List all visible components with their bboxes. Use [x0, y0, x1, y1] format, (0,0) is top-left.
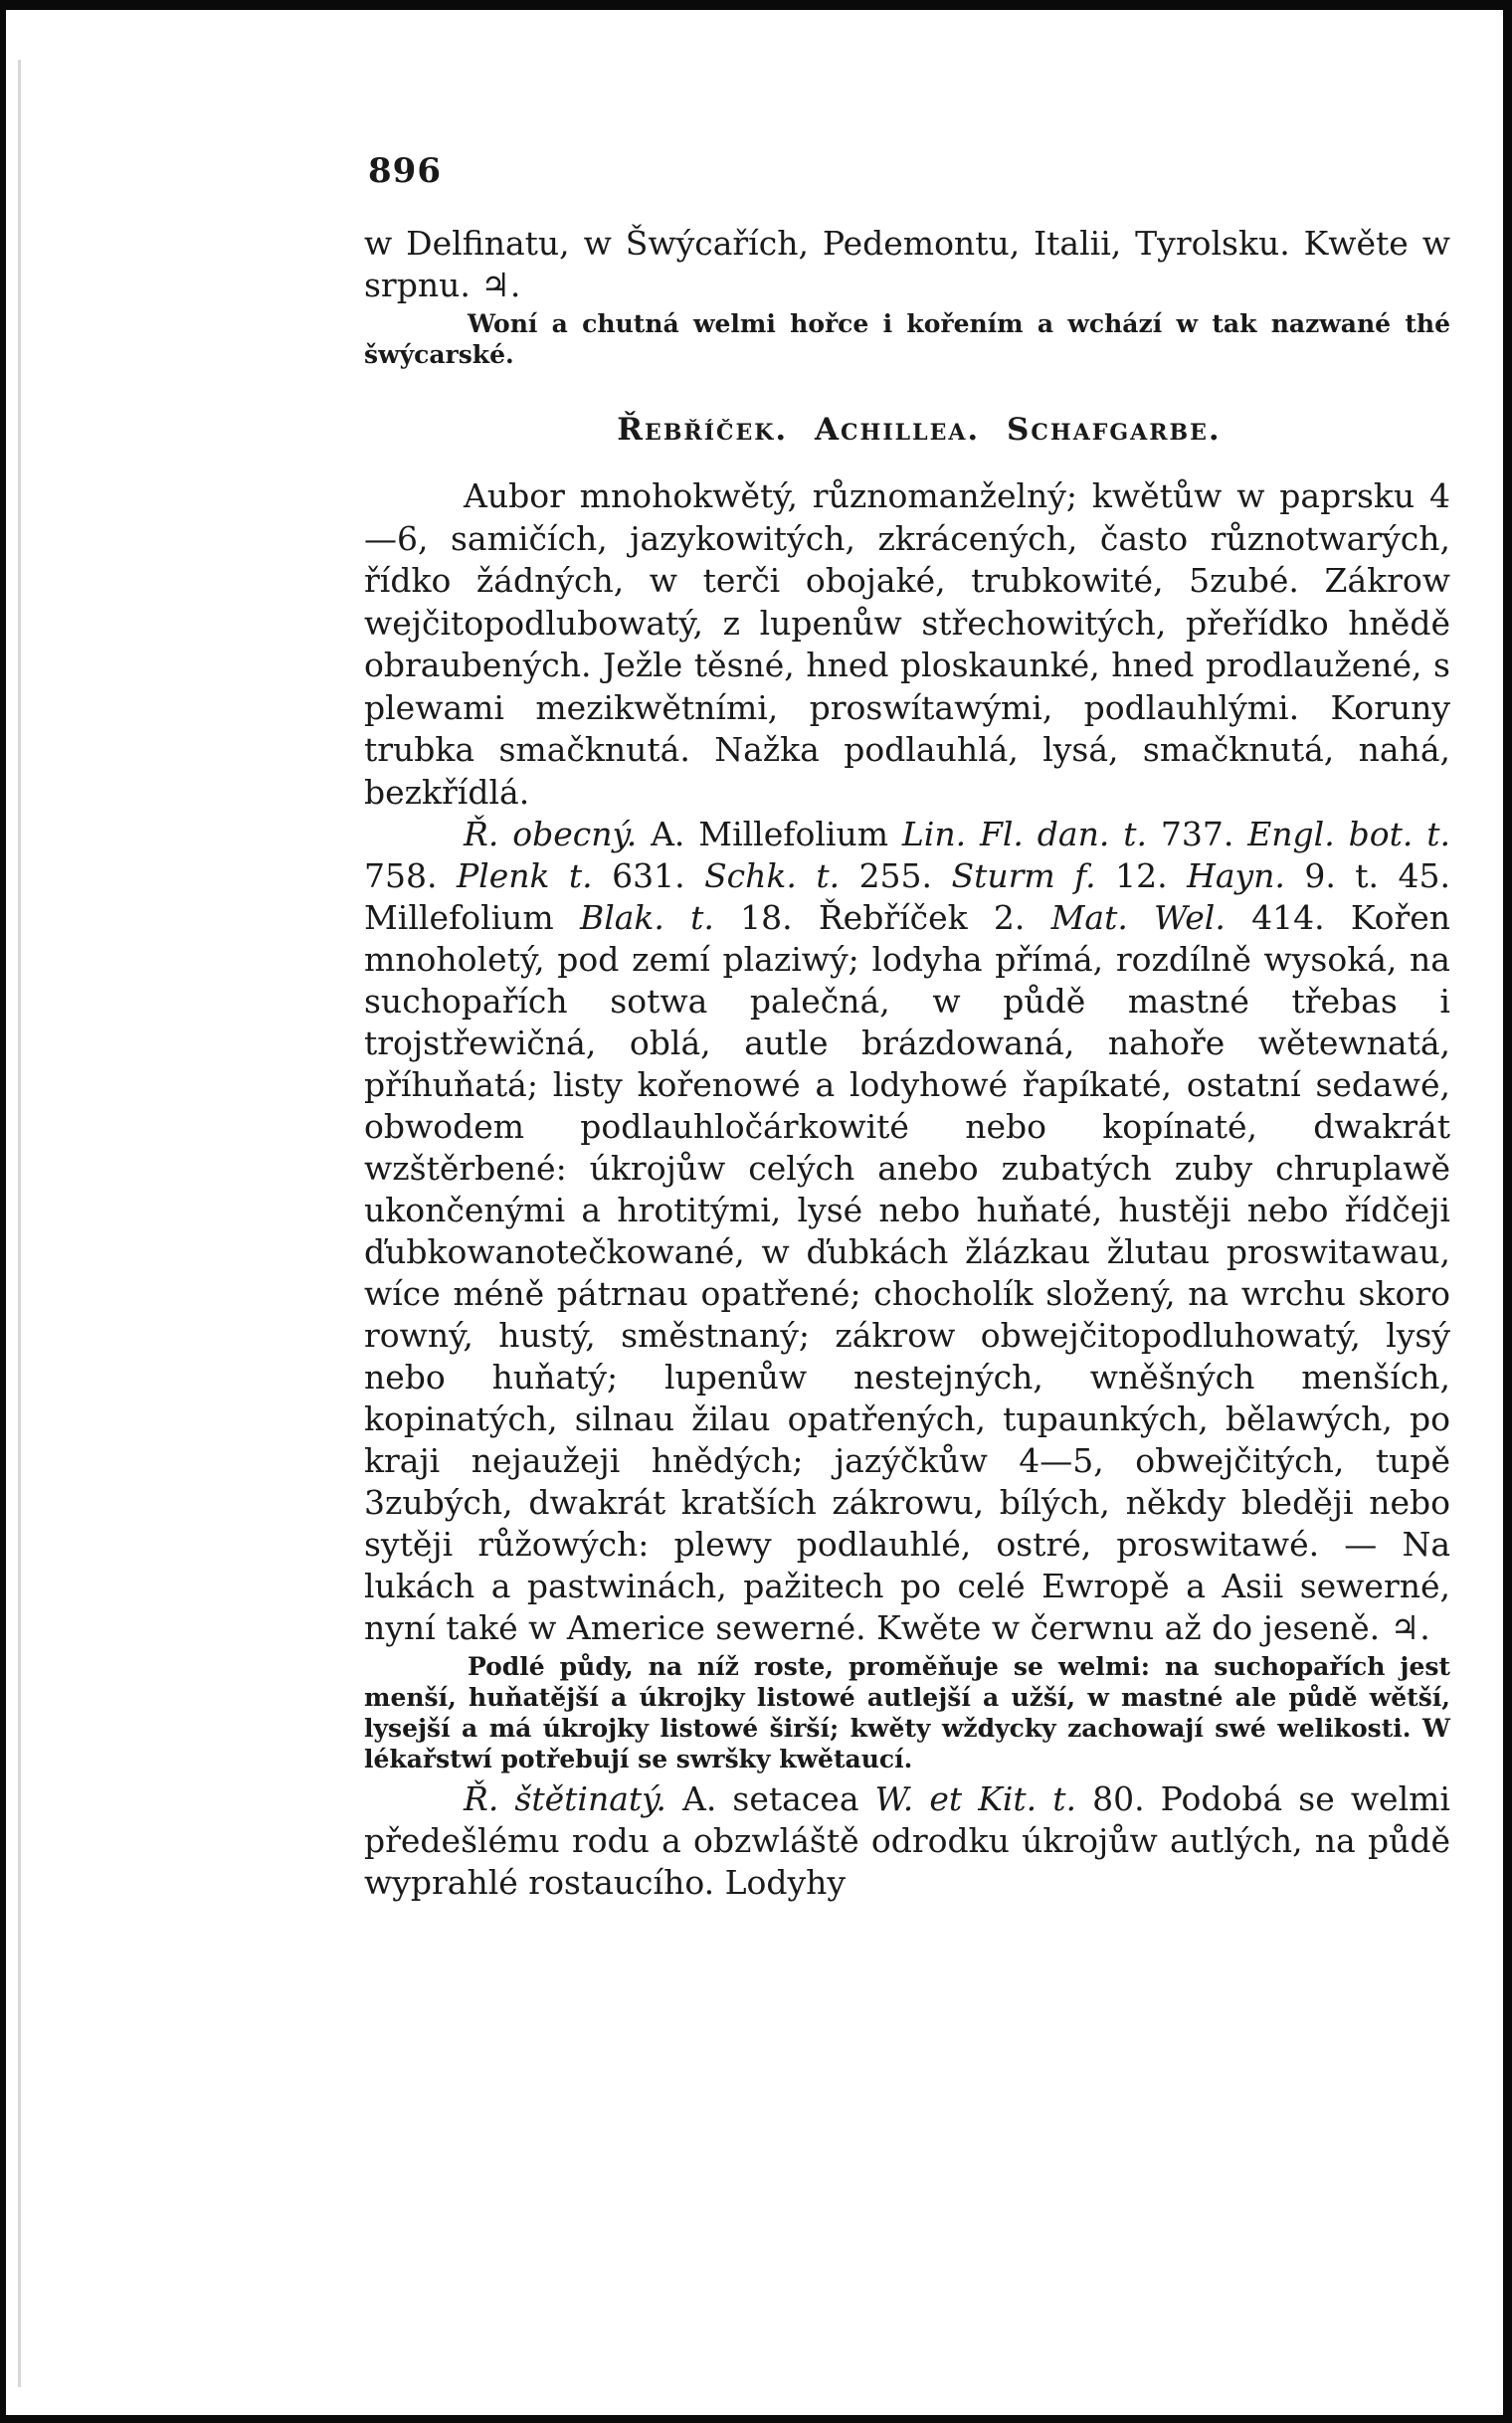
- species-ref-num: 758.: [364, 856, 438, 895]
- species-ref-author: Mat. Wel.: [1050, 898, 1226, 937]
- species-ref-num: 737.: [1160, 815, 1234, 853]
- book-page: [6, 10, 1503, 2415]
- intro-note: Woní a chutná welmi hořce i kořením a wchází w tak nazwané thé šwýcarské.: [364, 309, 1450, 369]
- species-entry-obecny: [364, 814, 1450, 1649]
- species-ref-num: 9. t. 45. Millefolium: [364, 856, 1450, 937]
- species-ref-num: 12.: [1115, 856, 1168, 895]
- genus-heading-latin: Achillea.: [815, 412, 981, 448]
- species-ref-author: Engl. bot. t.: [1247, 815, 1450, 853]
- page-content: [364, 151, 1450, 1904]
- species-entry-stetinaty: [364, 1778, 1450, 1904]
- species-ref: A. setacea: [682, 1779, 859, 1818]
- species-note: Podlé půdy, na níž roste, proměňuje se welmi: na suchopařích jest menší, huňatější a úkrojky listowé autlejší a užší, w mastné ale půdě wětší, lysejší a má úkrojky listowé širší; kwěty wždycky zachowají swé welikosti. W lékařstwí potřebují se swršky kwětaucí.: [364, 1652, 1450, 1773]
- species-ref-author: Plenk t.: [456, 856, 593, 895]
- genus-heading-german: Schafgarbe.: [1007, 412, 1222, 448]
- species-ref-author: W. et Kit. t.: [874, 1779, 1076, 1818]
- page-number: 896: [368, 151, 442, 191]
- species-ref-num: 18. Řebříček 2.: [740, 898, 1026, 937]
- species-ref-num: 255.: [858, 856, 933, 895]
- species-ref-author: Schk. t.: [704, 856, 841, 895]
- genus-heading-czech: Řebříček.: [617, 412, 789, 448]
- intro-text: w Delfinatu, w Šwýcařích, Pedemontu, Italii, Tyrolsku. Kwěte w srpnu. ♃.: [364, 224, 1450, 304]
- species-ref-num: 80.: [1092, 1779, 1145, 1818]
- species-ref-author: Sturm f.: [951, 856, 1096, 895]
- species-ref-author: Blak. t.: [579, 898, 714, 937]
- species-ref-num: 414.: [1251, 898, 1325, 937]
- species-name: Ř. štětinatý.: [464, 1779, 666, 1818]
- species-description: Kořen mnoholetý, pod zemí plaziwý; lodyha přímá, rozdílně wysoká, na suchopařích sotwa palečná, w půdě mastné třebas i trojstřewičná, oblá, autle brázdowaná, nahoře wětewnatá, příhuňatá; listy kořenowé a lodyhowé řapíkaté, ostatní sedawé, obwodem podlauhločárkowité nebo kopínaté, dwakrát wzštěrbené: úkrojůw celých anebo zubatých zuby chruplawě ukončenými a hrotitými, lysé nebo huňaté, hustěji nebo řídčeji ďubkowanotečkowané, w ďubkách žlázkau žlutau proswitawau, wíce méně pátrnau opatřené; chocholík složený, na wrchu skoro rowný, hustý, směstnaný; zákrow obwejčitopodluhowatý, lysý nebo huňatý; lupenůw nestejných, wněšných menších, kopinatých, silnau žilau opatřených, tupaunkých, bělawých, po kraji nejaužeji hnědých; jazýčkůw 4—5, obwejčitých, tupě 3zubých, dwakrát kratších zákrowu, bílých, někdy bleději nebo sytěji růžowých: plewy podlauhlé, ostré, proswitawé. — Na lukách a pastwinách, pažitech po celé Ewropě a Asii sewerné, nyní také w Americe sewerné. Kwěte w čerwnu až do jeseně. ♃.: [364, 898, 1451, 1647]
- genus-description: Aubor mnohokwětý, různomanželný; kwětůw w paprsku 4—6, samičích, jazykowitých, zkrácených, často různotwarých, řídko žádných, w terči obojaké, trubkowité, 5zubé. Zákrow wejčitopodlubowatý, z lupenůw střechowitých, přeřídko hnědě obraubených. Ježle těsné, hned ploskaunké, hned prodlaužené, s plewami mezikwětními, proswítawými, podlauhlými. Koruny trubka smačknutá. Nažka podlauhlá, lysá, smačknutá, nahá, bezkřídlá.: [364, 476, 1450, 812]
- species-ref: A. Millefolium: [651, 815, 889, 853]
- species-ref-author: Lin. Fl. dan. t.: [901, 815, 1147, 853]
- species-name: Ř. obecný.: [464, 815, 638, 853]
- species-ref-num: 631.: [612, 856, 685, 895]
- species-description: Podobá se welmi předešlému rodu a obzwláště odrodku úkrojůw autlých, na půdě wyprahlé rostaucího. Lodyhy: [364, 1779, 1450, 1902]
- page-edge-shadow: [18, 60, 21, 2387]
- species-ref-author: Hayn.: [1187, 856, 1285, 895]
- genus-heading: [388, 410, 1450, 450]
